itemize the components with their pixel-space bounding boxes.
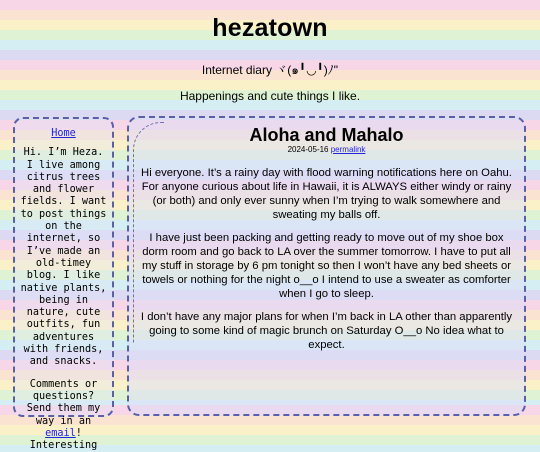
sidebar-bio: Hi. I’m Heza. I live among citrus trees and flower fields. I want to post things on the internet, so I’ve made an old-timey blog. I like native plants, being in nature, cute outfits, fun adventures with friends, and snacks. [20, 147, 107, 368]
home-link[interactable]: Home [51, 128, 76, 139]
post-title: Aloha and Mahalo [249, 125, 404, 145]
contact-suffix: ! Interesting [29, 427, 98, 452]
post-paragraph: I have just been packing and getting ready to move out of my shoe box dorm room and go back to LA over the summer tomorrow. I have to put all my stuff in storage by 6 pm tonight so then I won’t have any bed sheets or towels or nothing for the night o__o I intend to use a sweater as comforter when I go to sleep. [141, 232, 512, 300]
sidebar-contact [19, 379, 108, 452]
post-panel [127, 116, 526, 416]
sidebar [13, 117, 114, 452]
post-paragraph: Hi everyone. It’s a rainy day with flood warning notifications here on Oahu. For anyone curious about life in Hawaii, it is ALWAYS either windy or rainy (or both) and only ever sunny when I’m trying to walk somewhere and sweating my balls off. [141, 167, 512, 221]
post-meta [129, 145, 524, 154]
post-date: 2024-05-16 [287, 145, 329, 154]
site-subtitle: Happenings and cute things I like. [179, 89, 361, 103]
permalink-link[interactable]: permalink [330, 145, 366, 154]
site-title: hezatown [212, 14, 328, 42]
contact-prefix: Comments or questions? Send them my way in an [26, 378, 101, 427]
post-body [139, 166, 514, 361]
email-link[interactable]: email [45, 427, 76, 439]
post-paragraph: I don’t have any major plans for when I’m back in LA other than apparently going to some kind of magic brunch on Saturday O__o No idea what to expect. [140, 311, 513, 351]
site-tagline: Internet diary ヾ(๑╹◡╹)ﾉ" [201, 63, 339, 77]
